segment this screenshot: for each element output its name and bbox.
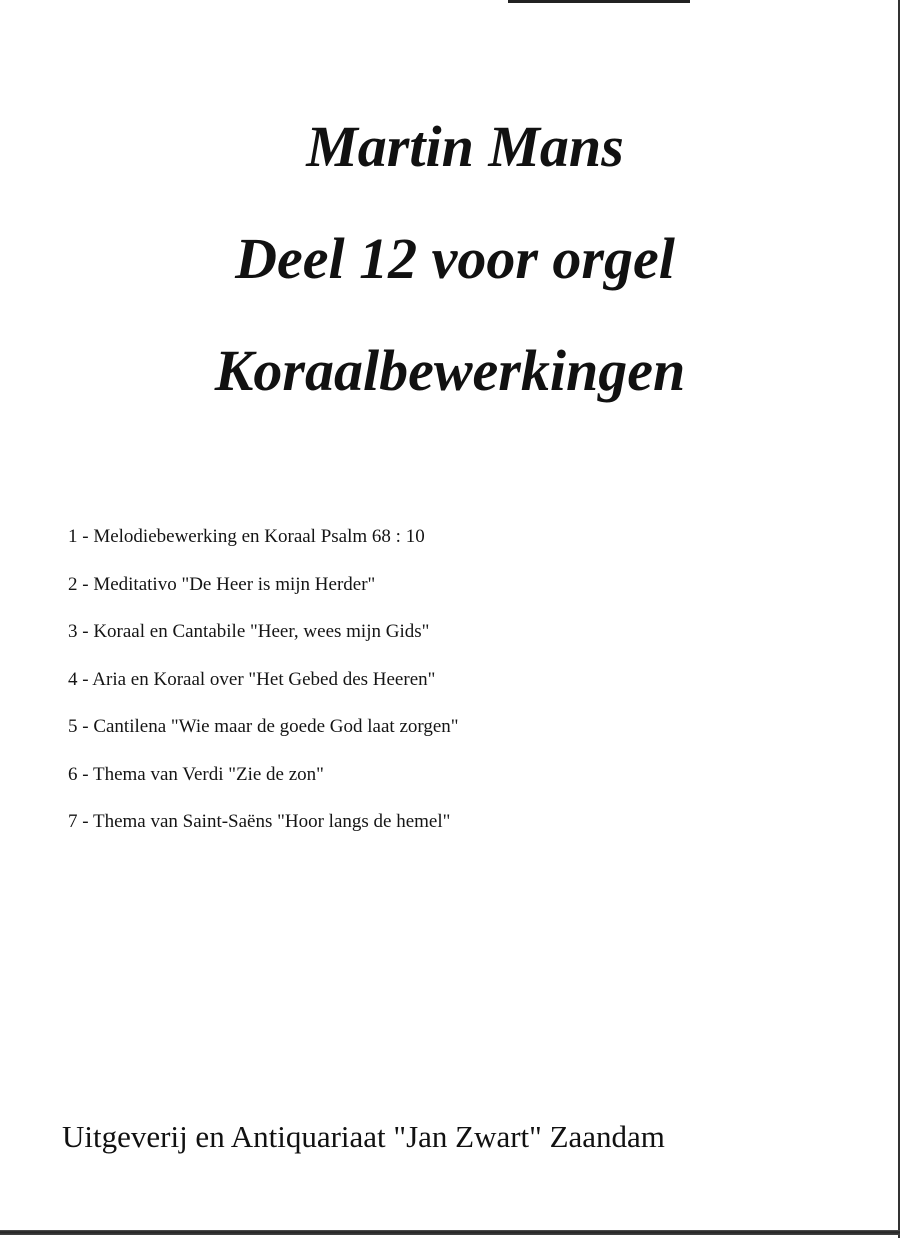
collection-title: Koraalbewerkingen bbox=[214, 338, 686, 403]
work-item-6: 6 - Thema van Verdi "Zie de zon" bbox=[68, 763, 324, 785]
work-item-2: 2 - Meditativo "De Heer is mijn Herder" bbox=[68, 573, 376, 595]
publisher-line: Uitgeverij en Antiquariaat "Jan Zwart" Zaandam bbox=[62, 1119, 665, 1154]
volume-title: Deel 12 voor orgel bbox=[235, 226, 675, 291]
composer-name: Martin Mans bbox=[306, 114, 624, 179]
work-item-1: 1 - Melodiebewerking en Koraal Psalm 68 : 10 bbox=[68, 526, 425, 547]
title-block bbox=[0, 114, 900, 454]
works-list bbox=[68, 523, 768, 856]
work-item-7: 7 - Thema van Saint-Saëns "Hoor langs de hemel" bbox=[68, 811, 451, 832]
work-item-4: 4 - Aria en Koraal over "Het Gebed des Heeren" bbox=[68, 668, 436, 690]
work-item-5: 5 - Cantilena "Wie maar de goede God laat zorgen" bbox=[68, 716, 459, 737]
work-item-3: 3 - Koraal en Cantabile "Heer, wees mijn Gids" bbox=[68, 621, 430, 642]
bottom-rule bbox=[0, 1230, 900, 1235]
top-rule bbox=[508, 0, 690, 3]
